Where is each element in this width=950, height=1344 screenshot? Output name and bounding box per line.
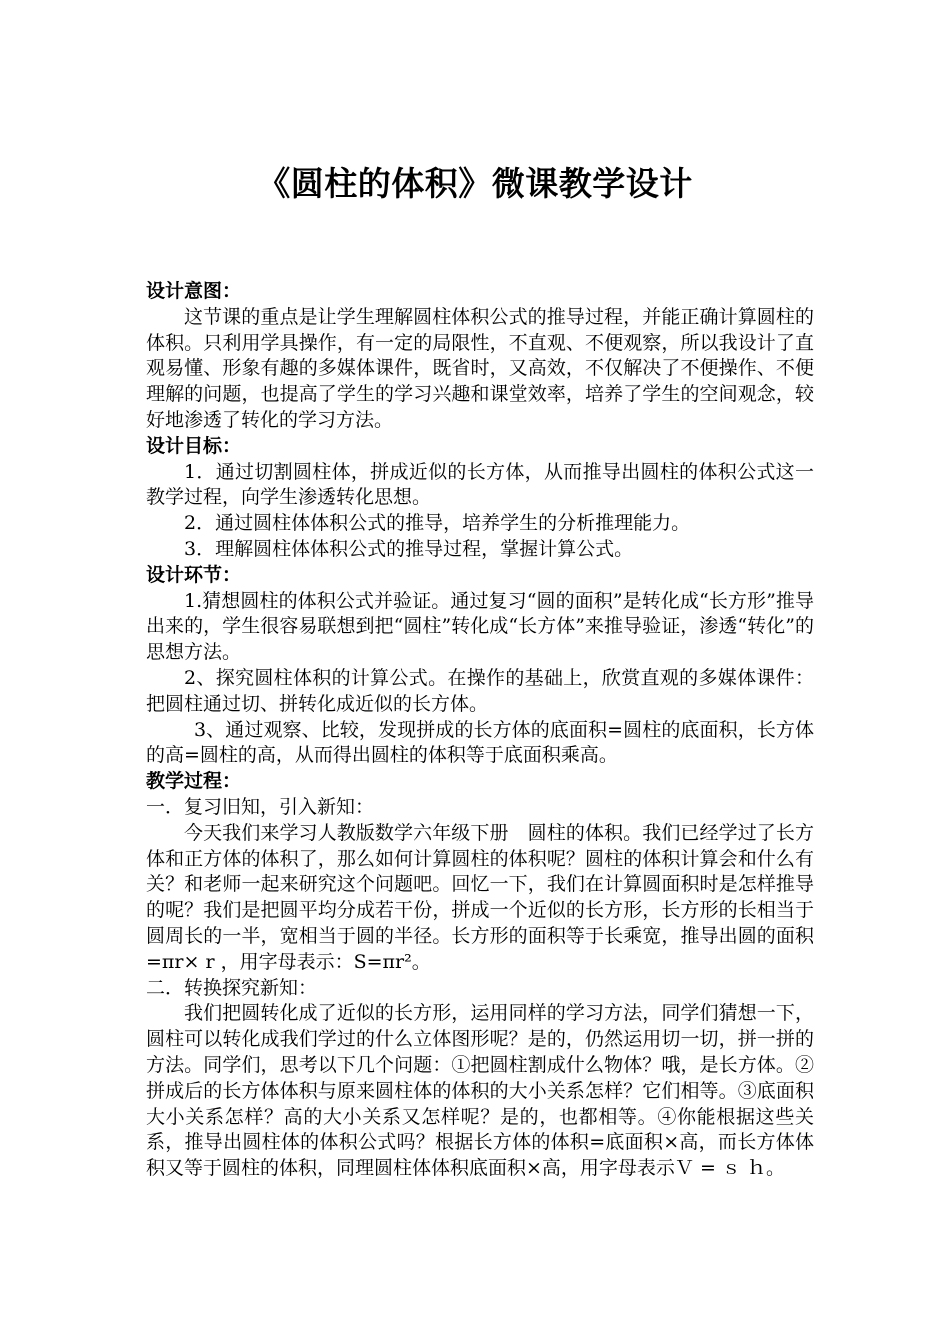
goal-item-1: 1．通过切割圆柱体，拼成近似的长方体，从而推导出圆柱的体积公式这一教学过程，向学生渗透转化思想。 <box>146 460 814 509</box>
process-part2-text: 我们把圆转化成了近似的长方形，运用同样的学习方法，同学们猜想一下，圆柱可以转化成我们学过的什么立体图形呢？是的，仍然运用切一切，拼一拼的方法。同学们，思考以下几个问题：①把圆柱割成什么物体？哦，是长方体。②拼成后的长方体体积与原来圆柱体的体积的大小关系怎样？它们相等。③底面积大小关系怎样？高的大小关系又怎样呢？是的，也都相等。④你能根据这些关系，推导出圆柱体的体积公式吗？根据长方体的体积=底面积×高，而长方体体积又等于圆柱的体积，同理圆柱体体积底面积×高，用字母表示Ｖ = ｓ ｈ。 <box>146 1002 814 1180</box>
section-heading-intent: 设计意图： <box>146 280 242 302</box>
section-heading-steps: 设计环节： <box>146 563 242 586</box>
goal-item-2: 2．通过圆柱体体积公式的推导，培养学生的分析推理能力。 <box>184 512 691 535</box>
process-part2-title: 二．转换探究新知： <box>146 976 318 999</box>
intent-paragraph: 这节课的重点是让学生理解圆柱体积公式的推导过程，并能正确计算圆柱的体积。只利用学具操作，有一定的局限性，不直观、不便观察，所以我设计了直观易懂、形象有趣的多媒体课件，既省时，又高效，不仅解决了不便操作、不便理解的问题，也提高了学生的学习兴趣和课堂效率，培养了学生的空间观念，较好地渗透了转化的学习方法。 <box>146 305 814 431</box>
process-part1-text: 今天我们来学习人教版数学六年级下册 圆柱的体积。我们已经学过了长方体和正方体的体积了，那么如何计算圆柱的体积呢？圆柱的体积计算会和什么有关？和老师一起来研究这个问题吧。回忆一下，我们在计算圆面积时是怎样推导的呢？我们是把圆平均分成若干份，拼成一个近似的长方形，长方形的长相当于圆周长的一半，宽相当于圆的半径。长方形的面积等于长乘宽，推导出圆的面积=πr× r ，用字母表示：S=πr²。 <box>146 821 814 973</box>
document-title: 《圆柱的体积》微课教学设计 <box>257 164 693 203</box>
section-heading-goals: 设计目标： <box>146 434 242 457</box>
goal-item-3: 3．理解圆柱体体积公式的推导过程，掌握计算公式。 <box>184 537 634 560</box>
step-item-3: 3、通过观察、比较，发现拼成的长方体的底面积=圆柱的底面积，长方体的高=圆柱的高，从而得出圆柱的体积等于底面积乘高。 <box>146 718 814 767</box>
document-body <box>146 279 814 1182</box>
step-item-1: 1.猜想圆柱的体积公式并验证。通过复习“圆的面积”是转化成“长方形”推导出来的，学生很容易联想到把“圆柱”转化成“长方体”来推导验证，渗透“转化”的思想方法。 <box>146 589 814 664</box>
section-heading-process: 教学过程： <box>146 770 242 793</box>
step-item-2: 2、探究圆柱体积的计算公式。在操作的基础上，欣赏直观的多媒体课件：把圆柱通过切、拼转化成近似的长方体。 <box>146 666 814 715</box>
process-part1-title: 一．复习旧知，引入新知： <box>146 795 375 818</box>
